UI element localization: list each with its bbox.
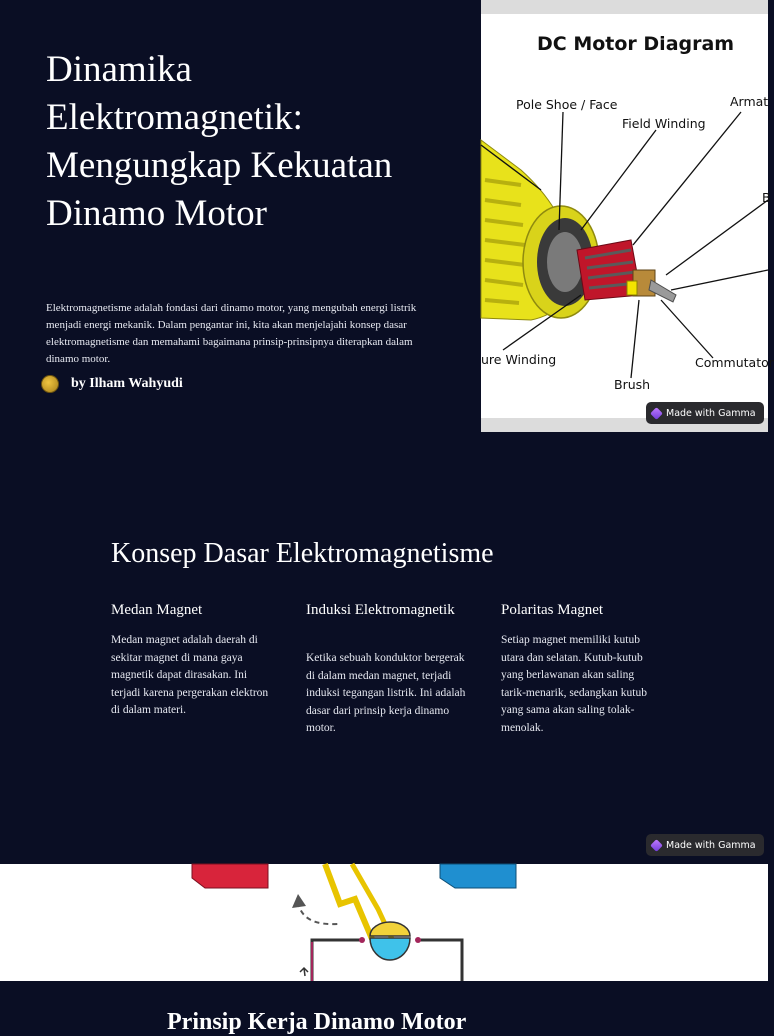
- rotation-arrowhead: [292, 894, 306, 908]
- coil-loop: [325, 864, 372, 939]
- label-field-winding: Field Winding: [622, 116, 706, 131]
- slide-generator-illustration: [0, 864, 768, 981]
- gamma-logo-icon: [650, 407, 663, 420]
- diagram-title: DC Motor Diagram: [537, 33, 735, 55]
- concepts-heading: Konsep Dasar Elektromagnetisme: [111, 538, 494, 569]
- pole-shoe: [547, 232, 583, 292]
- slide-title-heading: Dinamika Elektromagnetik: Mengungkap Kekuatan Dinamo Motor: [46, 49, 393, 234]
- label-b-partial: B: [762, 190, 771, 205]
- gamma-badge-label: Made with Gamma: [666, 839, 756, 851]
- concept-column-magnetic-field: [111, 602, 271, 720]
- concept-body: Medan magnet adalah daerah di sekitar magnet di mana gaya magnetik dapat dirasakan. Ini terjadi karena pergerakan elektron di dalam materi.: [111, 634, 269, 716]
- current-arrow-icon: [300, 968, 308, 976]
- dc-motor-diagram-image: [481, 0, 774, 432]
- label-brush: Brush: [614, 377, 651, 392]
- generator-illustration: [0, 864, 768, 981]
- connection-dot: [359, 937, 365, 943]
- connection-dot: [415, 937, 421, 943]
- label-pole-shoe: Pole Shoe / Face: [516, 97, 618, 112]
- gamma-logo-icon: [650, 839, 663, 852]
- south-magnet: [440, 864, 516, 888]
- slide-working-principle: [0, 981, 768, 1035]
- slide-title: [0, 0, 774, 432]
- shaft: [649, 280, 676, 302]
- north-magnet: [192, 864, 268, 888]
- author-byline: [41, 375, 183, 393]
- brush: [627, 281, 637, 295]
- concept-heading: Polaritas Magnet: [501, 602, 604, 618]
- concept-column-polarity: [501, 602, 661, 737]
- concept-body: Ketika sebuah konduktor bergerak di dalam medan magnet, terjadi induksi tegangan listrik. Ini adalah dasar dari prinsip kerja dinamo motor.: [306, 652, 466, 734]
- gamma-badge-label: Made with Gamma: [666, 407, 756, 419]
- concept-column-induction: [306, 602, 466, 738]
- slip-ring-top: [370, 922, 410, 936]
- avatar: [41, 375, 59, 393]
- working-principle-heading: Prinsip Kerja Dinamo Motor: [167, 1009, 467, 1035]
- label-armature-winding: ure Winding: [481, 352, 557, 367]
- slide-intro-text: Elektromagnetisme adalah fondasi dari dinamo motor, yang mengubah energi listrik menjadi energi mekanik. Dalam pengantar ini, kita akan menjelajahi konsep dasar elektromagnetisme dan memahami bagaimana prinsip-prinsipnya diterapkan dalam dinamo motor.: [46, 302, 417, 365]
- concept-heading: Induksi Elektromagnetik: [306, 602, 455, 618]
- slide-concepts: [0, 432, 768, 864]
- author-name: by Ilham Wahyudi: [71, 376, 183, 391]
- made-with-gamma-button[interactable]: [646, 402, 764, 424]
- label-commutator: Commutator: [695, 355, 774, 370]
- slip-ring-bottom: [370, 938, 410, 960]
- label-armature: Armat: [730, 94, 769, 109]
- made-with-gamma-button[interactable]: [646, 834, 764, 856]
- concept-heading: Medan Magnet: [111, 602, 203, 618]
- concept-body: Setiap magnet memiliki kutub utara dan selatan. Kutub-kutub yang berlawanan akan saling tarik-menarik, sedangkan kutub yang sama akan saling tolak-menolak.: [501, 634, 647, 734]
